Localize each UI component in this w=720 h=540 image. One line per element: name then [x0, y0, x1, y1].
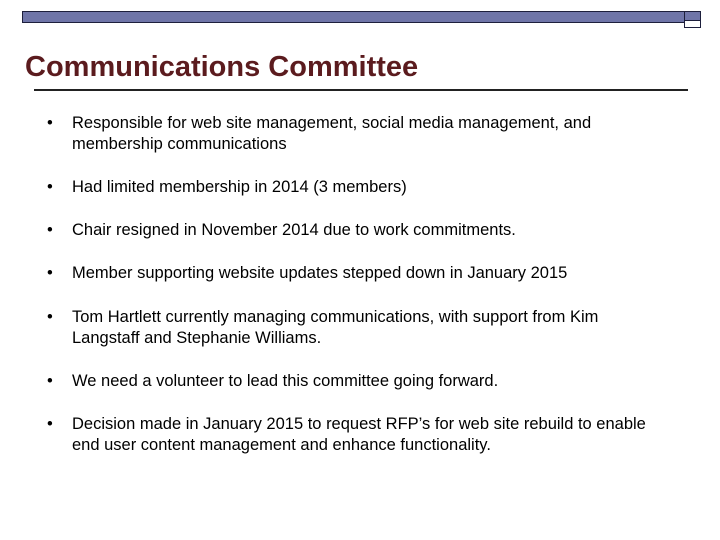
bullet-dot: • [47, 372, 53, 390]
bullet-item [47, 220, 667, 241]
bullet-dot: • [47, 415, 53, 433]
bullet-text: Tom Hartlett currently managing communications, with support from Kim Langstaff and Stephanie Williams. [72, 308, 599, 347]
title-underline [34, 89, 688, 91]
bullet-text: We need a volunteer to lead this committee going forward. [72, 372, 499, 390]
bullet-text: Decision made in January 2015 to request RFP’s for web site rebuild to enable end user content management and enhance functionality. [72, 415, 646, 454]
bullet-text: Member supporting website updates stepped down in January 2015 [72, 264, 568, 282]
slide-title: Communications Committee [25, 51, 419, 83]
header-decoration-bar [22, 11, 686, 23]
bullet-item [47, 263, 667, 284]
bullet-dot: • [47, 264, 53, 282]
bullet-item [47, 307, 667, 349]
bullet-item [47, 177, 667, 198]
bullet-item [47, 113, 667, 155]
bullet-text: Responsible for web site management, social media management, and membership communications [72, 114, 592, 153]
bullet-dot: • [47, 221, 53, 239]
bullet-item [47, 414, 667, 456]
bullet-dot: • [47, 308, 53, 326]
bullet-item [47, 371, 667, 392]
header-decoration-box [684, 11, 701, 28]
bullet-dot: • [47, 114, 53, 132]
bullet-text: Had limited membership in 2014 (3 members) [72, 178, 407, 196]
bullet-dot: • [47, 178, 53, 196]
bullet-text: Chair resigned in November 2014 due to work commitments. [72, 221, 516, 239]
